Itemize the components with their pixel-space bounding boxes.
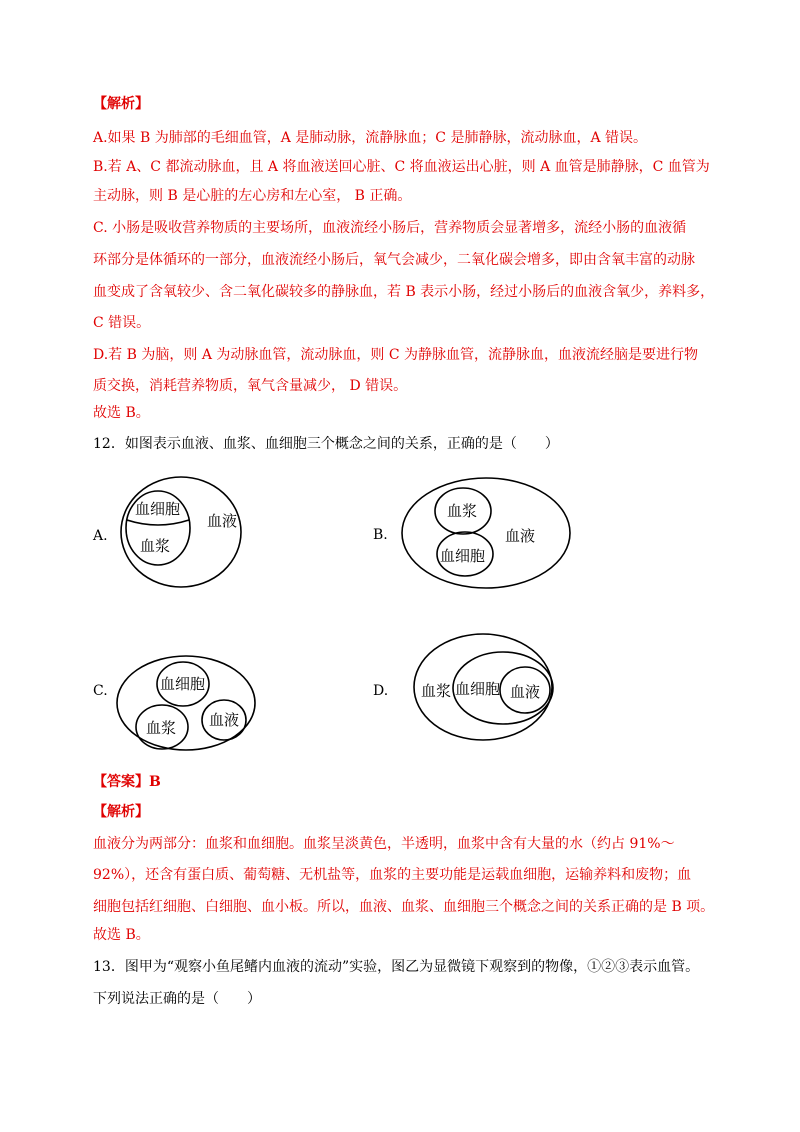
option-c-top-text: 血细胞: [160, 675, 206, 693]
option-a-outer-text: 血液: [207, 512, 238, 530]
option-c-label: C.: [93, 683, 108, 699]
analysis-header: 【解析】: [93, 96, 149, 112]
analysis-header: 【解析】: [93, 804, 149, 820]
analysis-line: 故选 B。: [93, 405, 150, 421]
option-a-inner-top-text: 血细胞: [135, 500, 181, 518]
option-a-divider: [127, 520, 189, 525]
question-12-stem: 12．如图表示血液、血浆、血细胞三个概念之间的关系，正确的是（ ）: [93, 436, 559, 452]
option-d-middle-text: 血细胞: [455, 680, 501, 698]
option-b-diagram: [402, 478, 570, 588]
question-13-stem: 13．图甲为“观察小鱼尾鳍内血液的流动”实验，图乙为显微镜下观察到的物像，①②③表示血管。: [93, 959, 700, 975]
analysis-line: C 错误。: [93, 315, 151, 331]
option-a-inner-bottom-text: 血浆: [140, 537, 171, 555]
option-c-right-text: 血液: [209, 711, 240, 729]
analysis-line: C. 小肠是吸收营养物质的主要场所，血液流经小肠后，营养物质会显著增多，流经小肠的血液循: [93, 220, 687, 236]
question-13-stem: 下列说法正确的是（ ）: [93, 991, 261, 1007]
analysis-line: 环部分是体循环的一部分，血液流经小肠后，氧气会减少，二氧化碳会增多，即由含氧丰富的动脉: [93, 252, 695, 268]
option-b-label: B.: [373, 527, 388, 543]
option-a-diagram: [121, 477, 241, 587]
analysis-line: D.若 B 为脑，则 A 为动脉血管，流动脉血，则 C 为静脉血管，流静脉血，血液流经脑是要进行物: [93, 347, 698, 363]
analysis-line: 细胞包括红细胞、白细胞、血小板。所以，血液、血浆、血细胞三个概念之间的关系正确的是 B 项。: [93, 899, 715, 915]
option-d-diagram: [414, 634, 553, 740]
option-b-outer-circle: [402, 478, 570, 588]
analysis-line: 血液分为两部分：血浆和血细胞。血浆呈淡黄色，半透明，血浆中含有大量的水（约占 91%～: [93, 836, 675, 852]
option-a-outer-circle: [121, 477, 241, 587]
option-d-label: D.: [373, 683, 389, 699]
analysis-line: 质交换，消耗营养物质，氧气含量减少， D 错误。: [93, 378, 408, 394]
option-b-bottom-text: 血细胞: [440, 547, 486, 565]
answer: 【答案】B: [93, 774, 161, 790]
analysis-line: 故选 B。: [93, 927, 150, 943]
option-b-top-text: 血浆: [447, 502, 478, 520]
analysis-line: A.如果 B 为肺部的毛细血管，A 是肺动脉，流静脉血；C 是肺静脉，流动脉血，A 错误。: [93, 130, 648, 146]
analysis-line: 主动脉，则 B 是心脏的左心房和左心室， B 正确。: [93, 188, 412, 204]
option-c-diagram: [117, 656, 255, 750]
analysis-line: 血变成了含氧较少、含二氧化碳较多的静脉血，若 B 表示小肠，经过小肠后的血液含氧少，养料多，: [93, 284, 715, 300]
analysis-line: B.若 A、C 都流动脉血，且 A 将血液送回心脏、C 将血液运出心脏，则 A 血管是肺静脉，C 血管为: [93, 159, 710, 175]
option-a-label: A.: [93, 528, 108, 544]
option-d-inner-text: 血液: [510, 683, 541, 701]
option-b-outer-text: 血液: [505, 527, 536, 545]
option-c-left-text: 血浆: [146, 719, 177, 737]
analysis-line: 92%），还含有蛋白质、葡萄糖、无机盐等，血浆的主要功能是运载血细胞，运输养料和废物；血: [93, 867, 692, 883]
option-d-outer-text: 血浆: [421, 682, 452, 700]
